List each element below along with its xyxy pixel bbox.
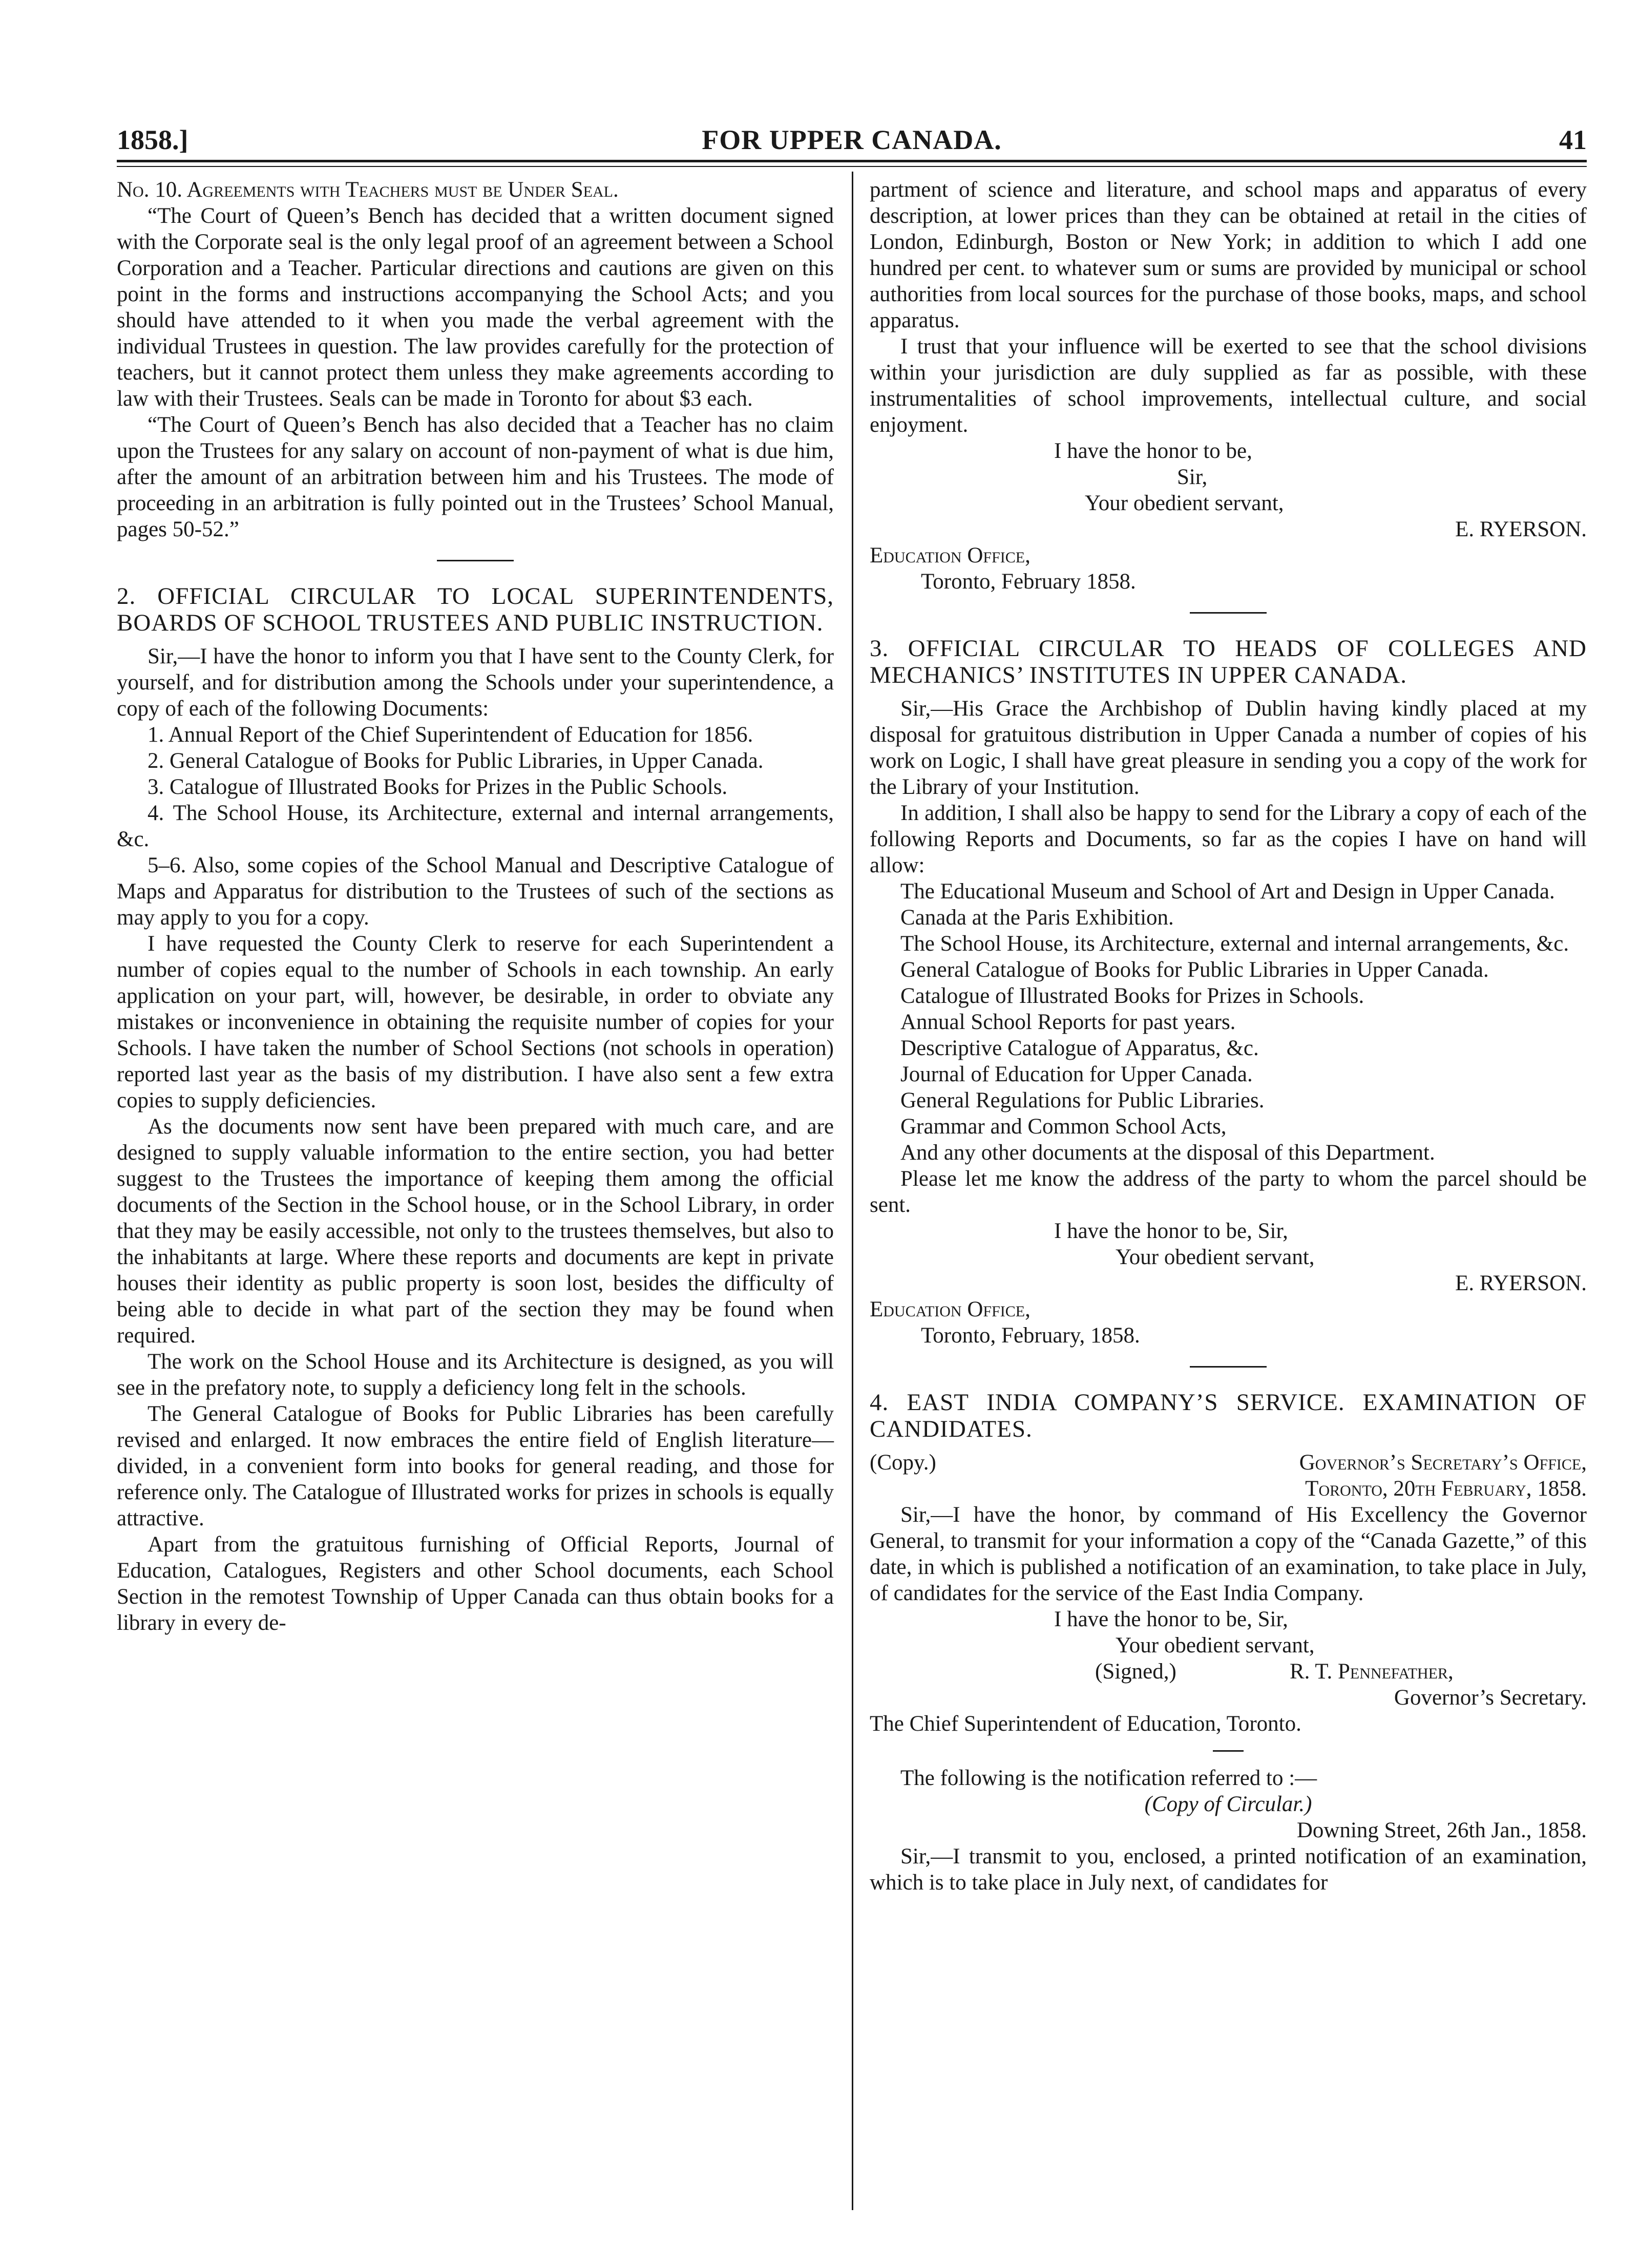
section-2-intro: Sir,—I have the honor to inform you that I have sent to the County Clerk, for yourself, and for distribution among the Schools under your superintendence, a copy of each of the following Documents: xyxy=(117,644,834,721)
list-item: General Regulations for Public Libraries. xyxy=(900,1088,1265,1112)
header-title: FOR UPPER CANADA. xyxy=(702,124,1002,155)
section-10-paragraph-1: “The Court of Queen’s Bench has decided that a written document signed with the Corporate seal is the only legal proof of an agreement between a School Corporation and a Teacher. Particular directions and cautions are given on this point in the forms and instructions accompanying the School Acts; and you should have attended to it when you made the verbal agreement with the individual Trustees in question. The law provides carefully for the protection of teachers, but it cannot protect them unless they make agreements according to law with their Trustees. Seals can be made in Toronto for about $3 each. xyxy=(117,204,834,411)
section-10-heading: No. 10. Agreements with Teachers must be Under Seal. xyxy=(117,178,619,202)
office-2-date: Toronto, February, 1858. xyxy=(921,1324,1140,1348)
notification-divider xyxy=(1213,1750,1244,1752)
section-4-paragraph-1: Sir,—I have the honor, by command of His Excellency the Governor General, to transmit for your information a copy of the “Canada Gazette,” of this date, in which is published a notification of an examination, to take place in July, of candidates for the service of the East India Company. xyxy=(870,1503,1587,1605)
page-header xyxy=(117,117,1587,163)
list-item: 5–6. Also, some copies of the School Manual and Descriptive Catalogue of Maps and Apparatus for distribution to the Trustees of such of the sections as may apply to you for a copy. xyxy=(117,853,834,930)
section-divider xyxy=(1190,1366,1267,1368)
signature-3-title: Governor’s Secretary. xyxy=(1394,1686,1587,1710)
section-4-office: Governor’s Secretary’s Office, xyxy=(1299,1451,1587,1475)
signature-3-line-2: Your obedient servant, xyxy=(1116,1633,1315,1657)
signature-1-line-1: I have the honor to be, xyxy=(1054,439,1252,463)
list-item: Journal of Education for Upper Canada. xyxy=(900,1062,1253,1086)
left-column xyxy=(117,177,834,1636)
section-4-heading: 4. EAST INDIA COMPANY’S SERVICE. EXAMINATION OF CANDIDATES. xyxy=(870,1389,1587,1442)
section-2-paragraph-2: I have requested the County Clerk to reserve for each Superintendent a number of copies equal to the number of Schools in each township. An early application on your part, will, however, be desirable, in order to obviate any mistakes or inconvenience in obtaining the requisite number of copies for your Schools. I have taken the number of School Sections (not schools in operation) reported last year as the basis of my distribution. I have also sent a few extra copies to supply deficiencies. xyxy=(117,932,834,1112)
signature-3-line-1: I have the honor to be, Sir, xyxy=(1054,1607,1288,1631)
section-3-heading: 3. OFFICIAL CIRCULAR TO HEADS OF COLLEGES AND MECHANICS’ INSTITUTES IN UPPER CANADA. xyxy=(870,635,1587,688)
section-2-heading: 2. OFFICIAL CIRCULAR TO LOCAL SUPERINTENDENTS, BOARDS OF SCHOOL TRUSTEES AND PUBLIC INSTRUCTION. xyxy=(117,583,834,636)
signature-1-line-3: Your obedient servant, xyxy=(1085,491,1284,515)
section-3-paragraph-1: Sir,—His Grace the Archbishop of Dublin having kindly placed at my disposal for gratuitous distribution in Upper Canada a number of copies of his work on Logic, I shall have great pleasure in sending you a copy of the work for the Library of your Institution. xyxy=(870,697,1587,799)
list-item: The Educational Museum and School of Art and Design in Upper Canada. xyxy=(900,879,1555,904)
section-4-date: Toronto, 20th February, 1858. xyxy=(1305,1477,1587,1501)
signature-3-name: R. T. Pennefather, xyxy=(1290,1660,1454,1684)
signature-1-name: E. RYERSON. xyxy=(1455,517,1587,541)
section-3-paragraph-3: Please let me know the address of the party to whom the parcel should be sent. xyxy=(870,1167,1587,1217)
section-2-paragraph-4: The work on the School House and its Architecture is designed, as you will see in the prefatory note, to supply a deficiency long felt in the schools. xyxy=(117,1350,834,1400)
section-3-document-list xyxy=(870,878,1587,1166)
section-4-copy-line xyxy=(870,1450,1587,1476)
list-item: Annual School Reports for past years. xyxy=(900,1010,1236,1034)
list-item: General Catalogue of Books for Public Libraries in Upper Canada. xyxy=(900,958,1489,982)
signature-1-line-2: Sir, xyxy=(1177,465,1208,489)
list-item: 4. The School House, its Architecture, external and internal arrangements, &c. xyxy=(117,801,834,851)
right-column xyxy=(870,177,1587,1896)
notification-intro: The following is the notification referred to :— xyxy=(900,1766,1317,1790)
section-2-document-list xyxy=(117,722,834,931)
list-item: Catalogue of Illustrated Books for Prizes in Schools. xyxy=(900,984,1364,1008)
notification-copy-label: (Copy of Circular.) xyxy=(1144,1792,1312,1816)
section-2-paragraph-3: As the documents now sent have been prepared with much care, and are designed to supply valuable information to the entire section, you had better suggest to the Trustees the importance of keeping them among the official documents of the Section in the School house, or in the School Library, in order that they may be easily accessible, not only to the trustees themselves, but also to the inhabitants at large. Where these reports and documents are kept in private houses their identity as public property is soon lost, besides the difficulty of being able to decide in what part of the section they may be found when required. xyxy=(117,1115,834,1348)
list-item: Grammar and Common School Acts, xyxy=(900,1115,1227,1139)
list-item: And any other documents at the disposal of this Department. xyxy=(900,1141,1435,1165)
section-10-paragraph-2: “The Court of Queen’s Bench has also decided that a Teacher has no claim upon the Trustees for any salary on account of non-payment of what is due him, after the amount of an arbitration between him and his Trustees. The mode of proceeding in an arbitration is fully pointed out in the Trustees’ School Manual, pages 50-52.” xyxy=(117,413,834,541)
header-year: 1858.] xyxy=(117,124,188,155)
notification-paragraph-1: Sir,—I transmit to you, enclosed, a printed notification of an examination, which is to take place in July next, of candidates for xyxy=(870,1844,1587,1895)
section-divider xyxy=(437,560,514,561)
list-item: 3. Catalogue of Illustrated Books for Prizes in the Public Schools. xyxy=(148,775,728,799)
signature-3-signed-line xyxy=(870,1658,1587,1685)
office-1-name: Education Office, xyxy=(870,543,1031,568)
section-divider xyxy=(1190,612,1267,614)
list-item: Canada at the Paris Exhibition. xyxy=(900,906,1174,930)
list-item: 1. Annual Report of the Chief Superintendent of Education for 1856. xyxy=(148,723,753,747)
signature-2-name: E. RYERSON. xyxy=(1455,1271,1587,1295)
section-2-paragraph-5: The General Catalogue of Books for Public Libraries has been carefully revised and enlarged. It now embraces the entire field of English literature—divided, in a convenient form into books for general reading, and those for reference only. The Catalogue of Illustrated works for prizes in schools is equally attractive. xyxy=(117,1402,834,1530)
continued-paragraph-1: partment of science and literature, and school maps and apparatus of every description, at lower prices than they can be obtained at retail in the cities of London, Edinburgh, Boston or New York; in addition to which I add one hundred per cent. to whatever sum or sums are provided by municipal or school authorities from local sources for the purchase of those books, maps, and school apparatus. xyxy=(870,178,1587,332)
list-item: Descriptive Catalogue of Apparatus, &c. xyxy=(900,1036,1259,1060)
office-1-date: Toronto, February 1858. xyxy=(921,570,1136,594)
section-3-paragraph-2: In addition, I shall also be happy to send for the Library a copy of each of the following Reports and Documents, so far as the copies I have on hand will allow: xyxy=(870,801,1587,877)
signature-3-signed: (Signed,) xyxy=(1095,1660,1176,1684)
header-rule-thick xyxy=(117,160,1587,162)
office-2-name: Education Office, xyxy=(870,1297,1031,1321)
header-rule-thin xyxy=(117,166,1587,167)
list-item: The School House, its Architecture, external and internal arrangements, &c. xyxy=(900,932,1569,956)
list-item: 2. General Catalogue of Books for Public Libraries, in Upper Canada. xyxy=(148,749,764,773)
signature-2-line-2: Your obedient servant, xyxy=(1116,1245,1315,1269)
continued-paragraph-2: I trust that your influence will be exerted to see that the school divisions within your jurisdiction are duly supplied as far as possible, with these instrumentalities of school improvements, intellectual culture, and social enjoyment. xyxy=(870,334,1587,437)
section-4-copy-label: (Copy.) xyxy=(870,1451,936,1475)
header-page-number: 41 xyxy=(1559,124,1587,155)
section-4-addressee: The Chief Superintendent of Education, Toronto. xyxy=(870,1712,1301,1736)
signature-2-line-1: I have the honor to be, Sir, xyxy=(1054,1219,1288,1243)
notification-place-date: Downing Street, 26th Jan., 1858. xyxy=(1296,1818,1587,1842)
column-divider xyxy=(852,172,853,2210)
section-2-paragraph-6: Apart from the gratuitous furnishing of Official Reports, Journal of Education, Catalogues, Registers and other School documents, each School Section in the remotest Township of Upper Canada can thus obtain books for a library in every de- xyxy=(117,1532,834,1635)
